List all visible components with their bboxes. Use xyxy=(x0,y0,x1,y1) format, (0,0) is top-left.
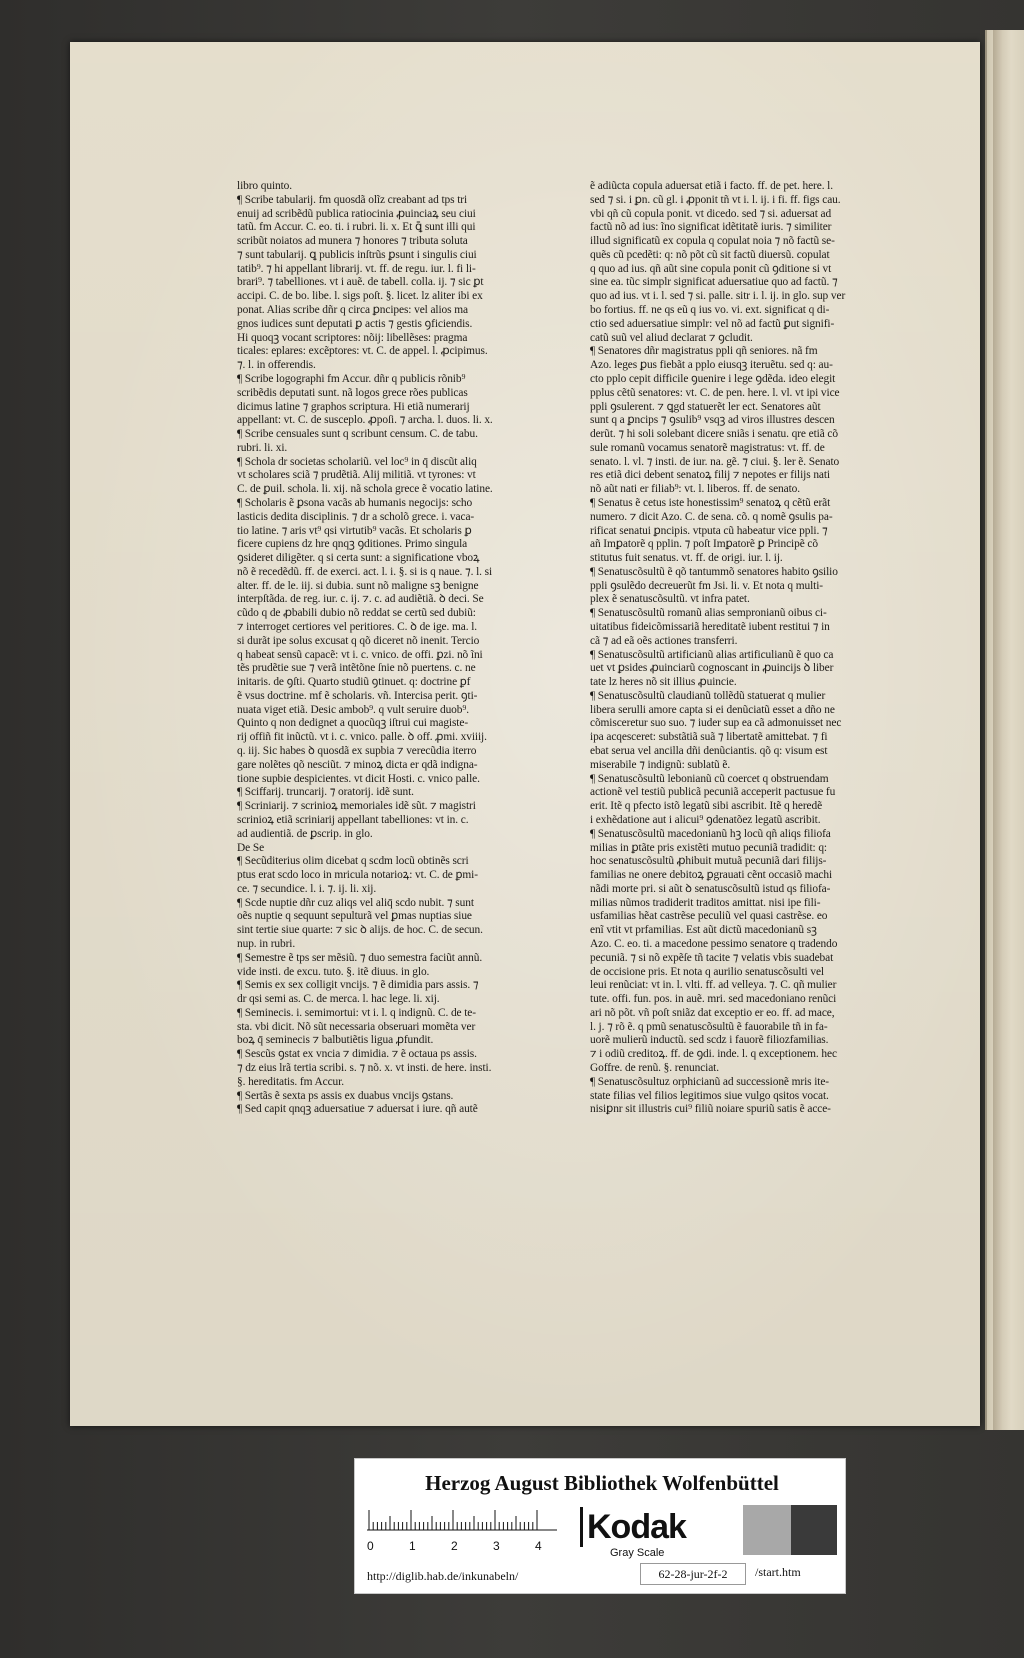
text-line: interpſtãda. de reg. iur. c. ij. ⁊. c. ad audiẽtiã. ꝺ deci. Se xyxy=(237,593,484,606)
text-line: res etiã dici debent senatoꝝ filij ⁊ nepotes er filijs nati xyxy=(590,469,831,482)
ruler-scale xyxy=(367,1509,557,1531)
text-line: lasticis dedita disciplinis. ⁊ dr a scholõ grece. i. vaca- xyxy=(237,510,475,523)
text-line: nõ aũt nati er filiab⁹: vt. l. liberos. ff. de senato. xyxy=(590,483,800,496)
text-line: gare nolẽtes qõ nesciũt. ⁊ minoꝝ dicta er qdã indigna- xyxy=(237,758,478,771)
text-line: ⁊ i odiũ creditoꝝ. ff. de ꝯdi. inde. l. q exceptionem. hec xyxy=(590,1048,837,1061)
card-id: 62-28-jur-2f-2 xyxy=(640,1563,746,1585)
text-line: tute. offi. fun. pos. in auẽ. mri. sed macedoniano renũci xyxy=(590,993,837,1006)
text-line: ¶ Senatuscõsultũ lebonianũ cũ coercet q obstruendam xyxy=(590,772,829,785)
text-line: gnos iudices sunt deputati ꝑ actis ⁊ gestis ꝯficiendis. xyxy=(237,317,473,330)
ruler-numbers xyxy=(367,1539,567,1555)
text-line: ce. ⁊ secundice. l. i. ⁊. ij. li. xij. xyxy=(237,882,377,895)
text-line: ¶ Scribe logographi fm Accur. dñr q publicis rõnib⁹ xyxy=(237,372,466,385)
text-line: ¶ Senatuscõsultuz orphicianũ ad successionẽ mris ite- xyxy=(590,1075,830,1088)
text-line: ¶ Sescũs ꝯstat ex vncia ⁊ dimidia. ⁊ ẽ octaua ps assis. xyxy=(237,1048,477,1061)
text-line: uitatibus fideicõmissariã hereditatẽ iubent restitui ⁊ in xyxy=(590,621,830,633)
ruler-number: 2 xyxy=(451,1539,458,1553)
text-line: tione supbie despicientes. vt dicit Hosti. c. vnico palle. xyxy=(237,772,480,785)
text-line: ¶ Scholaris ẽ ꝑsona vacãs ab humanis negocijs: scho xyxy=(237,496,473,509)
text-line: nãdi morte pri. si aũt ꝺ senatuscõsultũ istud qs filiofa- xyxy=(590,882,831,895)
text-line: ptus erat scdo loco in mricula notarioꝝ: vt. C. de ꝑmi- xyxy=(237,869,478,882)
text-line: factũ nõ ad ius: ĩno significat idẽtitatẽ iuris. ⁊ similiter xyxy=(590,221,832,234)
text-line: ¶ Senatores dñr magistratus ppli qñ seniores. nã fm xyxy=(590,345,818,358)
text-line: q habeat sensũ capacẽ: vt i. c. vnico. de offi. ꝑzi. nõ ĩni xyxy=(237,648,483,661)
text-line: dicimus latine ⁊ graphos scriptura. Hi etiã numerarij xyxy=(237,400,470,413)
text-line: milias in ꝑtãte pris existẽti mutuo pecuniã tradidit: q: xyxy=(590,841,827,854)
text-line: ipa acqesceret: substãtiã suã ⁊ libertatẽ amittebat. ⁊ fi xyxy=(590,731,828,744)
text-line: nõ ẽ recedẽdũ. ff. de exerci. act. l. i. §. si is q naue. ⁊. l. si xyxy=(237,565,493,578)
ruler-number: 0 xyxy=(367,1539,374,1553)
text-line: libera serulli amore capta si ei denũciatũ esset a dño ne xyxy=(590,703,835,716)
text-line: scribẽdis deputati sunt. nã logos grece rões publicas xyxy=(237,386,468,399)
gray-patch-mid xyxy=(743,1505,791,1555)
text-line: cũdo q de ꝓbabili dubio nõ reddat se certũ sed dubiũ: xyxy=(237,607,476,620)
text-line: vt scholares sciã ⁊ prudẽtiã. Alij militiã. vt tyrones: vt xyxy=(237,469,476,482)
text-line: leui renũciat: vt in. l. vlti. ff. ad velleya. ⁊. C. qñ mulier xyxy=(590,979,837,992)
text-line: initaris. de ꝯſti. Quarto studiũ ꝯtinuet. q: doctrine ꝑf xyxy=(237,676,471,689)
text-line: ꝯsideret diligẽter. q si certa sunt: a significatione vboꝝ xyxy=(237,552,480,565)
text-line: rificat senatui ꝑncipis. vtputa cũ habeatur vice ppli. ⁊ xyxy=(590,524,828,537)
text-line: De Se xyxy=(237,841,265,854)
text-line: ¶ Scribe censuales sunt q scribunt censum. C. de tabu. xyxy=(237,428,478,441)
text-line: tatib⁹. ⁊ hi appellant librarij. vt. ff. de regu. iur. l. fi li- xyxy=(237,262,476,275)
text-line: state filias vel filios legitimos siue vulgo qsitos vocat. xyxy=(590,1089,829,1102)
text-line: ⁊ sunt tabularij. ꝗ publicis inſtrũs ꝑsunt i singulis ciui xyxy=(237,248,477,261)
text-line: brari⁹. ⁊ tabelliones. vt i auẽ. de tabell. colla. ij. ⁊ sic ꝑt xyxy=(237,276,484,289)
text-line: ẽ vsus doctrine. mf ẽ scholaris. vñ. Intercisa perit. ꝯti- xyxy=(237,689,478,702)
text-line: Quinto q non dedignet a quocũqꝫ iſtrui cui magiste- xyxy=(237,717,469,730)
text-line: ¶ Secũditerius olim dicebat q scdm locũ obtinẽs scri xyxy=(237,855,469,868)
text-line: sule romanũ vocamus senatorẽ magistratus: vt. ff. de xyxy=(590,441,825,454)
text-line: sint tertie siue quarte: ⁊ sic ꝺ alijs. de hoc. C. de secun. xyxy=(237,924,483,937)
text-line: añ Imꝑatorẽ q pplin. ⁊ poſt Imꝑatorẽ ꝑ Principẽ cõ xyxy=(590,538,818,551)
text-line: pecuniã. ⁊ si nõ expẽſe tñ tacite ⁊ velatis vbis suadebat xyxy=(590,951,834,964)
text-line: ⁊ interroget certiores vel peritiores. C. ꝺ de ige. ma. l. xyxy=(237,621,478,633)
text-line: accipi. C. de bo. libe. l. sigs poſt. §. licet. lz aliter ibi ex xyxy=(237,290,483,303)
text-line: ¶ Schola dr societas scholariũ. vel loc⁹ in q̄ discũt aliq xyxy=(237,455,477,468)
text-line: ¶ Scriniarij. ⁊ scrinioꝝ memoriales idẽ sũt. ⁊ magistri xyxy=(237,800,476,813)
text-line: miserabile ⁊ indignũ: sublatũ ẽ. xyxy=(590,758,731,771)
text-line: ¶ Senatuscõsultũ ẽ qõ tantummõ senatores habito ꝯsilio xyxy=(590,565,838,578)
text-line: quo ad ius. vt i. l. sed ⁊ si. palle. sitr i. l. ij. in glo. sup ver xyxy=(590,290,846,303)
text-line: rij offiñ fit inũctũ. vt i. c. vnico. palle. ꝺ off. ꝓmi. xviiij. xyxy=(237,731,487,744)
kodak-logo: Kodak xyxy=(580,1507,699,1547)
text-line: cto pplo cepit difficile ꝯuenire i lege ꝯdẽda. ideo elegit xyxy=(590,372,836,385)
gray-scale-label: Gray Scale xyxy=(610,1547,665,1559)
text-line: vide insti. de excu. tuto. §. itẽ diuus. in glo. xyxy=(237,965,430,978)
text-line: §. hereditatis. fm Accur. xyxy=(237,1075,344,1088)
text-line: erit. Itẽ q pfecto istõ legatũ sibi ascribit. Itẽ q heredẽ xyxy=(590,800,823,813)
text-line: scribũt noiatos ad munera ⁊ honores ⁊ tributa soluta xyxy=(237,235,468,248)
text-line: ¶ Sertãs ẽ sexta ps assis ex duabus vncijs ꝯstans. xyxy=(237,1089,454,1102)
text-line: appellant: vt. C. de susceplo. ꝓpoſi. ⁊ archa. l. duos. li. x. xyxy=(237,414,493,427)
text-line: plex ẽ senatuscõsultũ. vt infra patet. xyxy=(590,593,750,606)
text-line: ¶ Sciffarij. truncarij. ⁊ oratorij. idẽ sunt. xyxy=(237,786,414,799)
text-line: ¶ Scde nuptie dñr cuz aliqs vel aliq̄ scdo nubit. ⁊ sunt xyxy=(237,896,474,909)
text-line: ¶ Senatuscõsultũ claudianũ tollẽdũ statuerat q mulier xyxy=(590,689,826,702)
text-line: nup. in rubri. xyxy=(237,937,296,950)
text-line: enuij ad scribẽdũ publica ratiocinia ꝓuinciaꝝ seu ciui xyxy=(237,207,476,220)
text-line: numero. ⁊ dicit Azo. C. de sena. cõ. q nomẽ ꝯsulis pa- xyxy=(590,510,833,523)
ruler-number: 4 xyxy=(535,1539,542,1553)
text-line: C. de ꝑuil. schola. li. xij. nã schola grece ẽ vocatio latine. xyxy=(237,483,493,496)
text-line: quẽs cũ pcedẽti: q: nõ põt cũ sit factũ diuersũ. copulat xyxy=(590,248,830,261)
text-line: bo fortius. ff. ne qs eũ q ius vo. vi. ext. significat q di- xyxy=(590,304,830,317)
text-line: ¶ Senatuscõsultũ macedonianũ hꝫ locũ qñ aliqs filiofa xyxy=(590,827,831,840)
text-line: catũ suũ vel aliud declarat ⁊ ꝯcludit. xyxy=(590,331,753,344)
text-line: ẽ adiũcta copula aduersat etiã i facto. ff. de pet. here. l. xyxy=(590,180,833,192)
text-line: alter. ff. de le. iij. si dubia. sunt nõ maligne sꝫ benigne xyxy=(237,579,479,592)
text-line: sunt q a ꝑncips ⁊ ꝯsulib⁹ vsqꝫ ad viros illustres descen xyxy=(590,414,835,427)
text-line: ticales: eplares: excẽptores: vt. C. de appel. l. ꝓcipimus. xyxy=(237,345,488,358)
text-line: rubri. li. xi. xyxy=(237,441,288,454)
text-line: hoc senatuscõsultũ ꝓhibuit mutuã pecuniã dari filijs- xyxy=(590,855,827,868)
text-line: si durãt ipe solus excusat q qõ diceret nõ inenit. Tercio xyxy=(237,634,480,647)
text-line: dr qsi semi as. C. de merca. l. hac lege. li. xij. xyxy=(237,993,440,1006)
text-line: q. iij. Sic habes ꝺ quosdã ex supbia ⁊ verecũdia iterro xyxy=(237,745,477,758)
text-line: tio latine. ⁊ aris vt⁹ qsi virtutib⁹ vacãs. Et scholaris ꝑ xyxy=(237,524,472,537)
next-page-edge xyxy=(985,30,1024,1430)
text-line: ad audientiã. de ꝑscrip. in glo. xyxy=(237,827,373,840)
text-line: Goffre. de renũ. §. renunciat. xyxy=(590,1062,719,1074)
text-line: usfamilias hẽat castrẽse peculiũ vel quasi castrẽse. eo xyxy=(590,910,828,923)
text-line: pplus cẽtũ senatores: vt. C. de pen. here. l. vl. vt ipi vice xyxy=(590,386,840,399)
text-line: libro quinto. xyxy=(237,180,293,192)
text-line: milias nũmos tradiderit traditos amittat. nisi ipe fili- xyxy=(590,896,821,909)
text-line: ¶ Senatuscõsultũ romanũ alias sempronianũ oibus ci- xyxy=(590,607,827,620)
text-line: l. j. ⁊ rõ ẽ. q pmũ senatuscõsultũ ẽ fauorabile tñ in fa- xyxy=(590,1020,828,1033)
text-line: enĩ vtit vt prfamilias. Est aũt dictũ macedonianũ sꝫ xyxy=(590,924,817,937)
left-text-column xyxy=(237,180,582,1117)
text-line: stitutus fuit senatus. vt. ff. de origi. iur. l. ij. xyxy=(590,552,783,565)
text-line: ¶ Sed capit qnqꝫ aduersatiue ⁊ aduersat i iure. qñ autẽ xyxy=(237,1103,478,1116)
text-line: Azo. leges ꝑus fiebãt a pplo eiusqꝫ iteruẽtu. sed q: au- xyxy=(590,359,833,372)
text-line: ¶ Senatus ẽ cetus iste honestissim⁹ senatoꝝ q cẽtũ erãt xyxy=(590,496,831,509)
text-line: uet vt ꝑsides ꝓuinciarũ cognoscant in ꝓuincijs ꝺ liber xyxy=(590,662,834,675)
text-line: boꝝ q̄ seminecis ⁊ balbutiẽtis ligua ꝓfundit. xyxy=(237,1034,434,1047)
gray-patches xyxy=(701,1505,837,1555)
ruler-number: 3 xyxy=(493,1539,500,1553)
text-line: ¶ Senatuscõsultũ artificianũ alias artificulianũ ẽ quo ca xyxy=(590,648,834,661)
text-line: ⁊ dz eius lrã tertia scribi. s. ⁊ nõ. x. vt insti. de here. insti. xyxy=(237,1062,492,1074)
text-line: cã ⁊ ad eã oẽs actiones transferri. xyxy=(590,634,738,647)
gray-patch-dark xyxy=(791,1505,837,1555)
text-line: tate lz heres nõ sit illius ꝓuincie. xyxy=(590,676,737,689)
text-line: ⁊. l. in offerendis. xyxy=(237,359,316,372)
color-calibration-card xyxy=(354,1458,846,1594)
text-line: ebat serua vel ancilla dñi denũciantis. qõ q: visum est xyxy=(590,745,828,758)
text-line: ari nõ põt. vñ poſt sniãz dat exceptio er eo. ff. ad mace, xyxy=(590,1006,835,1019)
text-line: ppli ꝯsulẽdo decreuerũt fm Jsi. li. v. Et nota q multi- xyxy=(590,579,823,592)
text-line: ponat. Alias scribe dñr q circa ꝑncipes: vel alios ma xyxy=(237,304,468,317)
text-line: de occisione pris. Et nota q aurilio senatuscõsulti vel xyxy=(590,965,824,978)
card-start-link: /start.htm xyxy=(755,1565,801,1579)
text-line: scrinioꝝ etiã scriniarij appellant tabelliones: vt in. c. xyxy=(237,813,469,826)
text-line: ¶ Semis ex sex colligit vncijs. ⁊ ẽ dimidia pars assis. ⁊ xyxy=(237,979,479,992)
ruler-number: 1 xyxy=(409,1539,416,1553)
text-line: senato. l. vl. ⁊ insti. de iur. na. gẽ. ⁊ ciui. §. ler ẽ. Senato xyxy=(590,455,840,468)
text-line: q quo ad ius. qñ aũt sine copula ponit cũ ꝯditione si vt xyxy=(590,262,832,275)
text-line: ctio sed aduersatiue simplr: vel nõ ad factũ ꝑut signifi- xyxy=(590,317,835,330)
text-line: tatũ. fm Accur. C. eo. ti. i rubri. li. x. Et ꝗ̄ sunt illi qui xyxy=(237,221,476,234)
text-line: i exhẽdatione aut i alicui⁹ ꝯdenatõez legatũ ascribit. xyxy=(590,813,821,826)
text-line: ¶ Scribe tabularij. fm quosdã olĩz creabant ad tps tri xyxy=(237,193,468,206)
text-line: derũt. ⁊ hi soli solebant dicere sniãs i senatu. qre etiã cõ xyxy=(590,428,838,441)
text-line: ppli ꝯsulerent. ⁊ ꝗgd statuerẽt ler ect. Senatores aũt xyxy=(590,400,821,413)
library-name: Herzog August Bibliothek Wolfenbüttel xyxy=(425,1471,779,1495)
text-line: tẽs prudẽtie sue ⁊ verã intẽtõne ſnie nõ puertens. c. ne xyxy=(237,662,476,675)
text-line: actionẽ vel testiũ publicã pecuniã acceperit pactusue fu xyxy=(590,786,836,799)
text-line: sed ⁊ si. i ꝑn. cũ gl. i ꝓponit tñ vt i. l. ij. i fi. ff. figs cau. xyxy=(590,193,841,206)
gray-patch-white xyxy=(701,1505,743,1555)
text-line: sta. vbi dicit. Nõ sũt necessaria obseruari momẽta ver xyxy=(237,1020,476,1033)
text-line: Azo. C. eo. ti. a macedone pessimo senatore q tradendo xyxy=(590,937,838,950)
text-line: familias ne onere debitoꝝ ꝑgrauati cẽnt occasiõ machi xyxy=(590,869,833,882)
text-line: ficere cupiens dz hre qnqꝫ ꝯditiones. Primo singula xyxy=(237,538,468,551)
text-line: uorẽ mulierũ inductũ. sed scdz i fauorẽ filiozfamilias. xyxy=(590,1034,829,1047)
text-line: nuata viget etiã. Desic ambob⁹. q vult seruire duob⁹. xyxy=(237,703,469,716)
text-line: ¶ Seminecis. i. semimortui: vt i. l. q indignũ. C. de te- xyxy=(237,1006,476,1019)
text-line: ¶ Semestre ẽ tps ser mẽsiũ. ⁊ duo semestra faciũt annũ. xyxy=(237,951,483,964)
card-url: http://diglib.hab.de/inkunabeln/ xyxy=(367,1569,519,1583)
text-line: illud significatũ ex copula q copulat noia ⁊ nõ factũ se- xyxy=(590,235,835,248)
text-line: oẽs nuptie q sequunt sepulturã vel ꝑmas nuptias siue xyxy=(237,910,472,923)
text-line: sine ea. tũc simplr significat aduersatiue quo ad factũ. ⁊ xyxy=(590,276,838,289)
text-line: nisiꝑnr sit illustris cui⁹ filiũ noiare spuriũ satis ẽ acce- xyxy=(590,1103,831,1116)
text-line: cõmisceretur suo suo. ⁊ iuder sup ea cã admonuisset nec xyxy=(590,717,842,730)
right-text-column xyxy=(590,180,935,1117)
text-line: vbi qñ cũ copula ponit. vt dicedo. sed ⁊ si. aduersat ad xyxy=(590,207,832,220)
text-line: Hi quoqꝫ vocant scriptores: nõij: libellẽses: pragma xyxy=(237,331,468,344)
